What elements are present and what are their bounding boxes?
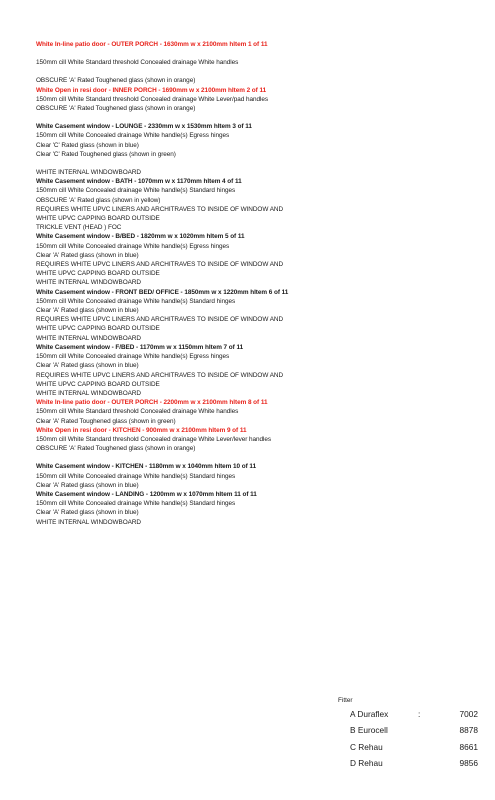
spec-line: TRICKLE VENT (HEAD ) FOC (36, 224, 122, 232)
spec-line: WHITE UPVC CAPPING BOARD OUTSIDE (36, 325, 160, 333)
spec-line: WHITE UPVC CAPPING BOARD OUTSIDE (36, 380, 160, 388)
fitter-value: 9856 (459, 757, 478, 768)
item-heading: White Casement window - BATH - 1070mm w x 1170mm hItem 4 of 11 (36, 178, 242, 186)
spec-line: 150mm cill White Standard threshold Concealed drainage White handles (36, 59, 239, 67)
spec-line: OBSCURE 'A' Rated Toughened glass (shown in orange) (36, 105, 196, 113)
fitter-row (338, 739, 478, 755)
fitter-name: A Duraflex (350, 709, 389, 719)
spec-line: REQUIRES WHITE UPVC LINERS AND ARCHITRAVES TO INSIDE OF WINDOW AND (36, 371, 284, 379)
spec-line: Clear 'A' Rated glass (shown in blue) (36, 251, 139, 259)
item-heading: White Casement window - LOUNGE - 2330mm w x 1530mm hItem 3 of 11 (36, 123, 252, 131)
paragraph-gap (36, 159, 476, 168)
fitter-value: 8878 (459, 725, 478, 736)
item-heading: White Open in resi door - KITCHEN - 900mm w x 2100mm hItem 9 of 11 (36, 426, 247, 434)
item-heading: White Open in resi door - INNER PORCH - 1690mm w x 2100mm hItem 2 of 11 (36, 86, 267, 94)
spec-line: WHITE INTERNAL WINDOWBOARD (36, 518, 141, 526)
fitter-name: B Eurocell (350, 725, 388, 736)
spec-line: Clear 'C' Rated glass (shown in blue) (36, 141, 139, 149)
spec-line: REQUIRES WHITE UPVC LINERS AND ARCHITRAVES TO INSIDE OF WINDOW AND (36, 205, 284, 213)
quote-document (36, 40, 476, 527)
spec-line: WHITE UPVC CAPPING BOARD OUTSIDE (36, 270, 160, 278)
fitter-row (338, 755, 478, 771)
spec-line: WHITE INTERNAL WINDOWBOARD (36, 334, 141, 342)
paragraph-gap (36, 49, 476, 58)
spec-line: OBSCURE 'A' Rated Toughened glass (shown in orange) (36, 445, 196, 453)
spec-line: Clear 'C' Rated Toughened glass (shown in green) (36, 150, 176, 158)
fitter-row (338, 722, 478, 738)
spec-line: OBSCURE 'A' Rated Toughened glass (shown in orange) (36, 77, 196, 85)
fitter-rows (338, 706, 478, 771)
spec-line: Clear 'A' Rated glass (shown in blue) (36, 362, 139, 370)
spec-line: 150mm cill White Concealed drainage White handle(s) Egress hinges (36, 242, 230, 250)
fitter-name: C Rehau (350, 741, 383, 752)
paragraph-gap (36, 453, 476, 462)
item-heading: White In-line patio door - OUTER PORCH - 2200mm w x 2100mm hItem 8 of 11 (36, 399, 268, 407)
spec-line: 150mm cill White Concealed drainage White handle(s) Egress hinges (36, 132, 230, 140)
spec-line: Clear 'A' Rated glass (shown in blue) (36, 509, 139, 517)
spec-line: Clear 'A' Rated Toughened glass (shown in green) (36, 417, 176, 425)
spec-line: 150mm cill White Concealed drainage White handle(s) Standard hinges (36, 500, 236, 508)
item-heading: White In-line patio door - OUTER PORCH - 1630mm w x 2100mm hItem 1 of 11 (36, 41, 268, 48)
spec-line: REQUIRES WHITE UPVC LINERS AND ARCHITRAVES TO INSIDE OF WINDOW AND (36, 316, 284, 324)
spec-line: Clear 'A' Rated glass (shown in blue) (36, 307, 139, 315)
item-heading: White Casement window - FRONT BED/ OFFICE - 1850mm w x 1220mm hItem 6 of 11 (36, 288, 289, 296)
fitter-colon: : (418, 709, 421, 719)
fitter-value: 8661 (459, 741, 478, 752)
spec-line: 150mm cill White Standard threshold Concealed drainage White handles (36, 408, 239, 416)
fitter-label: Fitter (338, 697, 353, 704)
spec-line: 150mm cill White Concealed drainage White handle(s) Egress hinges (36, 353, 230, 361)
paragraph-gap (36, 67, 476, 76)
fitter-name: D Rehau (350, 757, 383, 768)
item-heading: White Casement window - F/BED - 1170mm w x 1150mm hItem 7 of 11 (36, 343, 244, 351)
item-heading: White Casement window - B/BED - 1820mm w x 1020mm hItem 5 of 11 (36, 233, 245, 241)
spec-line: WHITE INTERNAL WINDOWBOARD (36, 169, 141, 177)
item-heading: White Casement window - LANDING - 1200mm w x 1070mm hItem 11 of 11 (36, 490, 257, 498)
fitter-value: 7002 (459, 709, 478, 719)
spec-line: 150mm cill White Standard threshold Concealed drainage White Lever/lever handles (36, 435, 272, 443)
paragraph-gap (36, 113, 476, 122)
fitter-table (338, 696, 478, 771)
spec-line: 150mm cill White Concealed drainage White handle(s) Standard hinges (36, 187, 236, 195)
spec-line: WHITE INTERNAL WINDOWBOARD (36, 389, 141, 397)
spec-line: 150mm cill White Standard threshold Concealed drainage White Lever/pad handles (36, 95, 268, 103)
spec-line: OBSCURE 'A' Rated glass (shown in yellow) (36, 196, 161, 204)
spec-line: 150mm cill White Concealed drainage White handle(s) Standard hinges (36, 472, 236, 480)
item-heading: White Casement window - KITCHEN - 1180mm w x 1040mm hItem 10 of 11 (36, 463, 257, 471)
spec-line: REQUIRES WHITE UPVC LINERS AND ARCHITRAVES TO INSIDE OF WINDOW AND (36, 261, 284, 269)
fitter-row (338, 706, 478, 722)
spec-line: WHITE UPVC CAPPING BOARD OUTSIDE (36, 215, 160, 223)
spec-line: 150mm cill White Concealed drainage White handle(s) Standard hinges (36, 297, 236, 305)
spec-line: Clear 'A' Rated glass (shown in blue) (36, 481, 139, 489)
spec-line: WHITE INTERNAL WINDOWBOARD (36, 279, 141, 287)
